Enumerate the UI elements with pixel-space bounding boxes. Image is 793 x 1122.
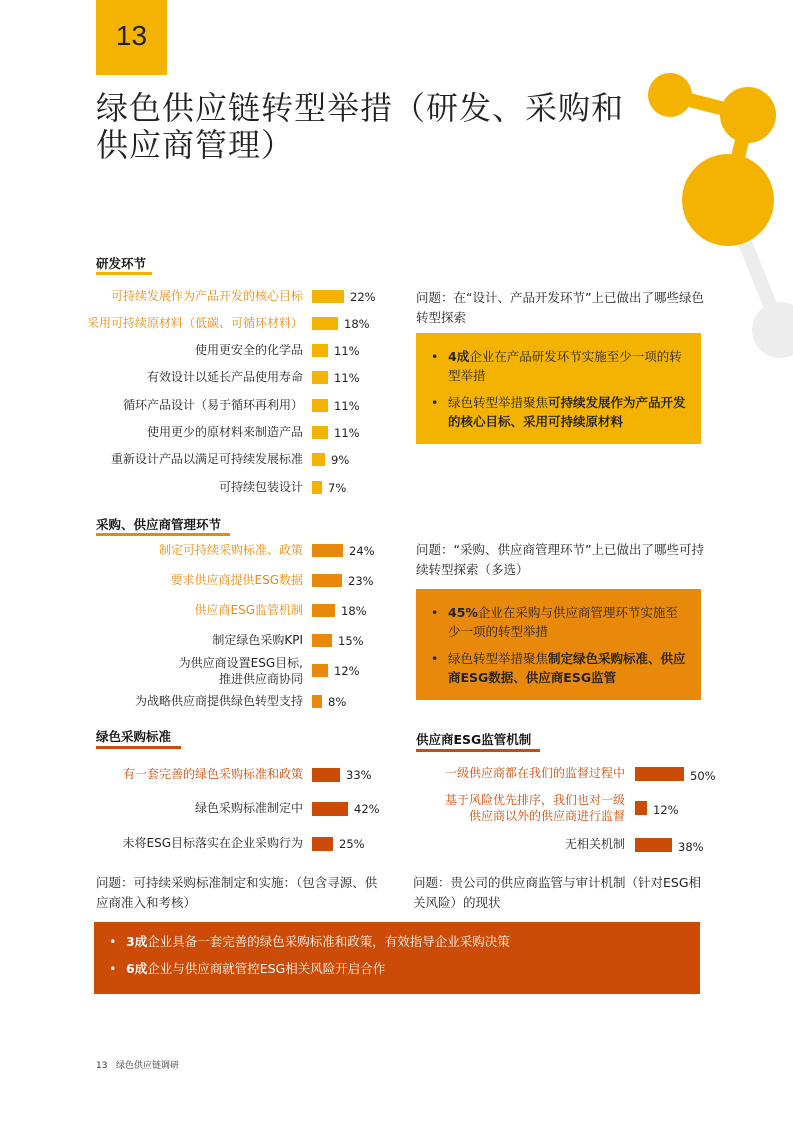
rd-heading-underline [96, 272, 152, 275]
proc-bar [312, 544, 343, 557]
rd-question: 问题：在“设计、产品开发环节”上已做出了哪些绿色转型探索 [416, 290, 704, 325]
summary-finding-2-bold: 6成 [126, 961, 148, 976]
esg-label [445, 792, 625, 824]
proc-value-label: 8% [328, 695, 347, 709]
rd-label: 可持续发展作为产品开发的核心目标 [110, 289, 303, 303]
page-title-line1: 绿色供应链转型举措（研发、采购和 [96, 89, 625, 127]
rd-finding-2-text: 绿色转型举措聚焦 [448, 395, 549, 410]
proc-value-label: 18% [341, 604, 367, 618]
rd-bar [312, 290, 344, 303]
green-question: 问题：可持续采购标准制定和实施：（包含寻源、供应商准入和考核） [96, 875, 378, 910]
rd-label: 循环产品设计（易于循环再利用） [122, 398, 303, 412]
rd-bar [312, 453, 325, 466]
proc-value-label: 24% [349, 544, 375, 558]
rd-value-label: 11% [334, 344, 360, 358]
summary-finding-1-bold: 3成 [126, 934, 148, 949]
rd-value-label: 9% [331, 453, 350, 467]
proc-label: 为战略供应商提供绿色转型支持 [134, 694, 303, 708]
proc-finding-box [416, 589, 701, 700]
summary-finding-2-text: 企业与供应商就管控ESG相关风险开启合作 [147, 961, 386, 976]
green-bar [312, 802, 348, 816]
rd-bar [312, 371, 328, 384]
rd-finding-1-text: 企业在产品研发环节实施至少一项的转型举措 [448, 349, 682, 383]
proc-label: 制定可持续采购标准、政策 [158, 543, 303, 557]
rd-value-label: 11% [334, 426, 360, 440]
esg-value-label: 12% [653, 803, 679, 817]
proc-finding-2-bold: 制定绿色采购标准、供应商ESG数据、供应商ESG监管 [448, 651, 686, 685]
footer-page-number: 13 [96, 1061, 108, 1071]
rd-finding-box [416, 333, 701, 444]
esg-bar [635, 801, 647, 815]
green-heading: 绿色采购标准 [96, 729, 172, 744]
rd-value-label: 18% [344, 317, 370, 331]
esg-label: 一级供应商都在我们的监督过程中 [444, 766, 625, 780]
green-bar [312, 837, 333, 851]
rd-bar [312, 317, 338, 330]
footer-report-name: 绿色供应链调研 [116, 1061, 180, 1071]
rd-finding-1 [428, 347, 689, 385]
rd-label: 使用更安全的化学品 [194, 343, 303, 357]
rd-label: 重新设计产品以满足可持续发展标准 [110, 452, 303, 466]
esg-value-label: 38% [678, 840, 704, 854]
esg-bar [635, 838, 672, 852]
proc-bar [312, 664, 328, 677]
proc-label-line2: 推进供应商协同 [218, 672, 303, 686]
esg-heading: 供应商ESG监管机制 [416, 732, 532, 747]
rd-finding-2 [428, 393, 689, 431]
rd-value-label: 11% [334, 399, 360, 413]
green-heading-underline [96, 746, 181, 749]
rd-label: 有效设计以延长产品使用寿命 [146, 370, 303, 384]
rd-value-label: 11% [334, 371, 360, 385]
esg-question: 问题：贵公司的供应商监管与审计机制（针对ESG相关风险）的现状 [413, 875, 702, 910]
proc-bar [312, 634, 332, 647]
esg-label-line2: 供应商以外的供应商进行监督 [468, 809, 625, 823]
proc-value-label: 12% [334, 664, 360, 678]
proc-bar [312, 604, 335, 617]
proc-label: 供应商ESG监管机制 [194, 603, 303, 617]
rd-label: 使用更少的原材料来制造产品 [146, 425, 303, 439]
summary-finding-1 [106, 932, 688, 951]
proc-finding-1-text: 企业在采购与供应商管理环节实施至少一项的转型举措 [448, 605, 678, 639]
proc-bar [312, 574, 342, 587]
summary-finding-1-text: 企业具备一套完善的绿色采购标准和政策，有效指导企业采购决策 [147, 934, 510, 949]
rd-heading: 研发环节 [96, 256, 147, 271]
rd-bar [312, 426, 328, 439]
proc-value-label: 15% [338, 634, 364, 648]
page-number: 13 [115, 20, 148, 51]
rd-bar [312, 344, 328, 357]
green-label: 未将ESG目标落实在企业采购行为 [122, 836, 303, 850]
rd-finding-1-bold: 4成 [448, 349, 470, 364]
esg-bar [635, 767, 684, 781]
page-title [96, 90, 636, 164]
rd-value-label: 22% [350, 290, 376, 304]
proc-finding-1-bold: 45% [448, 605, 478, 620]
rd-bar [312, 399, 328, 412]
green-value-label: 42% [354, 802, 380, 816]
rd-label: 采用可持续原材料（低碳、可循环材料） [86, 316, 303, 330]
summary-box [94, 922, 700, 994]
proc-label: 要求供应商提供ESG数据 [170, 573, 303, 587]
esg-label-line1: 基于风险优先排序，我们也对一级 [444, 793, 625, 807]
green-label: 绿色采购标准制定中 [194, 801, 303, 815]
esg-value-label: 50% [690, 769, 716, 783]
proc-finding-2 [428, 649, 689, 687]
rd-value-label: 7% [328, 481, 347, 495]
proc-value-label: 23% [348, 574, 374, 588]
proc-finding-1 [428, 603, 689, 641]
green-value-label: 33% [346, 768, 372, 782]
proc-label: 制定绿色采购KPI [212, 633, 303, 647]
rd-label: 可持续包装设计 [218, 480, 303, 494]
rd-bar [312, 481, 322, 494]
footer [96, 1058, 179, 1071]
green-bar [312, 768, 340, 782]
esg-heading-underline [416, 749, 540, 752]
proc-heading-underline [96, 533, 230, 536]
rd-finding-2-bold: 可持续发展作为产品开发的核心目标、采用可持续原材料 [448, 395, 686, 429]
page-number-badge [96, 0, 167, 75]
proc-label [179, 655, 303, 687]
proc-finding-2-text: 绿色转型举措聚焦 [448, 651, 549, 666]
page-title-line2: 供应商管理） [96, 126, 295, 164]
summary-finding-2 [106, 959, 688, 978]
green-value-label: 25% [339, 837, 365, 851]
proc-bar [312, 695, 322, 708]
proc-label-line1: 为供应商设置ESG目标, [178, 656, 303, 670]
green-label: 有一套完善的绿色采购标准和政策 [122, 767, 303, 781]
proc-question: 问题：“采购、供应商管理环节”上已做出了哪些可持续转型探索（多选） [416, 542, 704, 577]
esg-label: 无相关机制 [564, 837, 625, 851]
proc-heading: 采购、供应商管理环节 [96, 517, 222, 532]
